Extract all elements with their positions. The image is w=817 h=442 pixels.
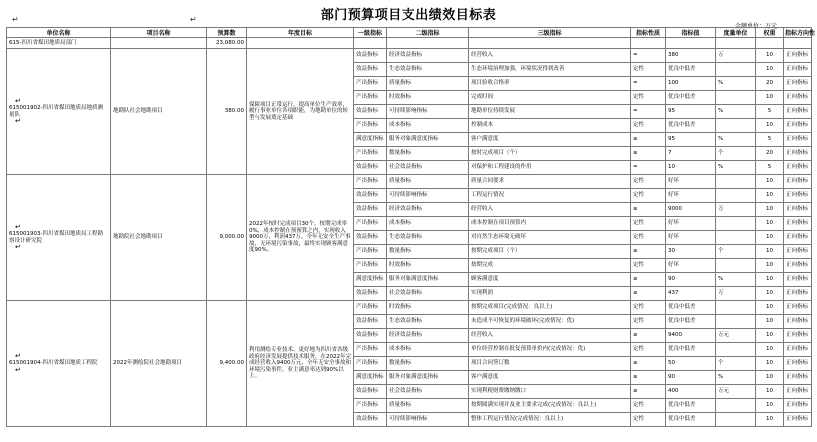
indicator-nature: =: [631, 161, 666, 175]
level3-indicator: 项目验收合格率: [469, 77, 631, 91]
measure-unit: [716, 399, 756, 413]
direction: 正向指标: [784, 413, 812, 427]
direction: 正向指标: [784, 371, 812, 385]
weight: 10: [756, 413, 784, 427]
level2-indicator: 质量指标: [387, 175, 469, 189]
indicator-nature: ≥: [631, 245, 666, 259]
project-goal: 利用测绘专业技术、更好地为四川省各级政府经济发展提供技术服务，在2022年完成经营收入9400万元，全年无安全事故和环境污染事件，业主满意率达到90%以上。: [247, 301, 354, 427]
header-cell: 一级指标: [354, 28, 387, 38]
indicator-nature: 定性: [631, 175, 666, 189]
direction: 正向指标: [784, 343, 812, 357]
direction: 正向指标: [784, 231, 812, 245]
level1-indicator: 效益指标: [354, 63, 387, 77]
summary-unit: 615-四川省煤田地质局部门: [7, 38, 111, 49]
header-cell: 二级指标: [387, 28, 469, 38]
direction: 正向指标: [784, 245, 812, 259]
indicator-value: 好坏: [666, 231, 716, 245]
direction: 正向指标: [784, 133, 812, 147]
level2-indicator: 经济效益指标: [387, 49, 469, 63]
return-mark: ↵: [15, 97, 21, 105]
measure-unit: [716, 315, 756, 329]
level3-indicator: 客户满意度: [469, 371, 631, 385]
level2-indicator: 数量指标: [387, 245, 469, 259]
indicator-nature: 定性: [631, 91, 666, 105]
indicator-nature: 定性: [631, 301, 666, 315]
measure-unit: 万元: [716, 329, 756, 343]
indicator-nature: ≥: [631, 273, 666, 287]
level3-indicator: 质量合同要求: [469, 175, 631, 189]
level2-indicator: 质量指标: [387, 77, 469, 91]
level1-indicator: 产出指标: [354, 217, 387, 231]
indicator-nature: 定性: [631, 315, 666, 329]
indicator-nature: ≥: [631, 357, 666, 371]
weight: 5: [756, 105, 784, 119]
header-cell: 年度目标: [247, 28, 354, 38]
level1-indicator: 效益指标: [354, 315, 387, 329]
budget-table: [6, 27, 816, 427]
level3-indicator: 工程运行情况: [469, 189, 631, 203]
weight: 10: [756, 189, 784, 203]
level1-indicator: 产出指标: [354, 175, 387, 189]
weight: 10: [756, 231, 784, 245]
direction: 正向指标: [784, 161, 812, 175]
weight: 10: [756, 273, 784, 287]
weight: 10: [756, 63, 784, 77]
weight: 10: [756, 287, 784, 301]
level3-indicator: 项目合同签订数: [469, 357, 631, 371]
weight: 10: [756, 49, 784, 63]
level3-indicator: 生态环境治理加强，环境状况得到改善: [469, 63, 631, 77]
indicator-value: 好坏: [666, 189, 716, 203]
indicator-nature: =: [631, 77, 666, 91]
direction: 正向指标: [784, 203, 812, 217]
indicator-value: 优良中低差: [666, 119, 716, 133]
level1-indicator: 效益指标: [354, 413, 387, 427]
level2-indicator: 生态效益指标: [387, 63, 469, 77]
project-name: 地勘院社会地勘项目: [111, 175, 207, 301]
direction: 正向指标: [784, 301, 812, 315]
measure-unit: [716, 175, 756, 189]
summary-row: [7, 38, 812, 49]
level1-indicator: 效益指标: [354, 385, 387, 399]
indicator-value: 7: [666, 147, 716, 161]
level3-indicator: 实现利润: [469, 287, 631, 301]
measure-unit: %: [716, 273, 756, 287]
level2-indicator: 社会效益指标: [387, 161, 469, 175]
level2-indicator: 可持续影响指标: [387, 189, 469, 203]
project-goal: 保障项目正常运行，提高单位生产效率，履行事业单位各项职能，为地勘单位的转型与发展奠定基础: [247, 49, 354, 175]
direction: 正向指标: [784, 77, 812, 91]
level3-indicator: 按期完成项目（个）: [469, 245, 631, 259]
header-cell: 三级指标: [469, 28, 631, 38]
summary-amount: 23,080.00: [207, 38, 247, 49]
direction: 正向指标: [784, 273, 812, 287]
direction: 正向指标: [784, 399, 812, 413]
indicator-value: 90: [666, 371, 716, 385]
indicator-nature: ≥: [631, 147, 666, 161]
level2-indicator: 数量指标: [387, 147, 469, 161]
unit-label: 金额单位：万元: [734, 23, 777, 30]
weight: 10: [756, 91, 784, 105]
indicator-value: 10: [666, 161, 716, 175]
measure-unit: %: [716, 77, 756, 91]
indicator-nature: ≥: [631, 329, 666, 343]
level1-indicator: 产出指标: [354, 259, 387, 273]
level1-indicator: 产出指标: [354, 77, 387, 91]
page-title: 部门预算项目支出绩效目标表: [320, 8, 497, 23]
direction: 正向指标: [784, 91, 812, 105]
measure-unit: [716, 259, 756, 273]
weight: 10: [756, 343, 784, 357]
weight: 10: [756, 385, 784, 399]
project-unit: ↵ 615001903-四川省煤田地质局工程勘察设计研究院 ↵: [7, 175, 111, 301]
level1-indicator: 效益指标: [354, 49, 387, 63]
measure-unit: 万: [716, 49, 756, 63]
project-unit: ↵ 615001904-四川省煤田地质工程院 ↵: [7, 301, 111, 427]
header-cell: 权重: [756, 28, 784, 38]
direction: 正向指标: [784, 175, 812, 189]
level2-indicator: 可持续影响指标: [387, 105, 469, 119]
indicator-value: 30: [666, 245, 716, 259]
direction: 正向指标: [784, 329, 812, 343]
project-name: 地勘队社会地勘项目: [111, 49, 207, 175]
direction: 正向指标: [784, 189, 812, 203]
level1-indicator: 产出指标: [354, 343, 387, 357]
indicator-value: 90: [666, 273, 716, 287]
indicator-value: 优良中低差: [666, 301, 716, 315]
header-cell: 指标方向性: [784, 28, 812, 38]
project-amount: 9,400.00: [207, 301, 247, 427]
indicator-nature: ≥: [631, 385, 666, 399]
level2-indicator: 成本指标: [387, 217, 469, 231]
level3-indicator: 经营收入: [469, 49, 631, 63]
measure-unit: [716, 189, 756, 203]
level3-indicator: 地勘单位持续发展: [469, 105, 631, 119]
measure-unit: [716, 91, 756, 105]
indicator-value: 400: [666, 385, 716, 399]
indicator-nature: =: [631, 49, 666, 63]
return-mark: ↵: [15, 365, 21, 374]
measure-unit: [716, 301, 756, 315]
indicator-value: 437: [666, 287, 716, 301]
return-mark: ↵: [15, 243, 21, 251]
direction: 正向指标: [784, 217, 812, 231]
weight: 5: [756, 133, 784, 147]
level3-indicator: 对保护和工程建设的作用: [469, 161, 631, 175]
level3-indicator: 客户满意度: [469, 133, 631, 147]
table-row: [7, 301, 812, 315]
level3-indicator: 按期完成项目(完成情况：良以上): [469, 301, 631, 315]
direction: 正向指标: [784, 49, 812, 63]
direction: 正向指标: [784, 63, 812, 77]
return-mark: ↵: [12, 15, 19, 24]
weight: 20: [756, 147, 784, 161]
direction: 正向指标: [784, 315, 812, 329]
level3-indicator: 实现利税财费缴纳缴口: [469, 385, 631, 399]
indicator-value: 优良中低差: [666, 399, 716, 413]
indicator-value: 95: [666, 133, 716, 147]
indicator-nature: 定性: [631, 189, 666, 203]
direction: 正向指标: [784, 385, 812, 399]
indicator-nature: 定性: [631, 413, 666, 427]
weight: 10: [756, 301, 784, 315]
level1-indicator: 效益指标: [354, 161, 387, 175]
indicator-value: 优良中低差: [666, 315, 716, 329]
level2-indicator: 可持续影响指标: [387, 413, 469, 427]
direction: 正向指标: [784, 287, 812, 301]
weight: 10: [756, 357, 784, 371]
direction: 正向指标: [784, 357, 812, 371]
level2-indicator: 经济效益指标: [387, 203, 469, 217]
measure-unit: 万元: [716, 385, 756, 399]
level1-indicator: 效益指标: [354, 329, 387, 343]
level3-indicator: 对自然生态环境无破坏: [469, 231, 631, 245]
weight: 20: [756, 77, 784, 91]
direction: 正向指标: [784, 105, 812, 119]
indicator-value: 优良中低差: [666, 413, 716, 427]
header-cell: 预算数: [207, 28, 247, 38]
level2-indicator: 时效指标: [387, 91, 469, 105]
level1-indicator: 产出指标: [354, 357, 387, 371]
indicator-nature: ≥: [631, 133, 666, 147]
indicator-nature: 定性: [631, 343, 666, 357]
indicator-nature: ≥: [631, 287, 666, 301]
level2-indicator: 生态效益指标: [387, 315, 469, 329]
measure-unit: 个: [716, 147, 756, 161]
table-header-row: [7, 28, 812, 38]
level1-indicator: 满意度指标: [354, 273, 387, 287]
indicator-value: 50: [666, 357, 716, 371]
level2-indicator: 成本指标: [387, 119, 469, 133]
level2-indicator: 服务对象满意度指标: [387, 273, 469, 287]
level1-indicator: 产出指标: [354, 245, 387, 259]
header-cell: 指标性质: [631, 28, 666, 38]
weight: 10: [756, 371, 784, 385]
indicator-value: 好坏: [666, 259, 716, 273]
measure-unit: 万: [716, 287, 756, 301]
measure-unit: 万: [716, 203, 756, 217]
measure-unit: [716, 231, 756, 245]
indicator-value: 100: [666, 77, 716, 91]
weight: 10: [756, 217, 784, 231]
indicator-value: 95: [666, 105, 716, 119]
level1-indicator: 效益指标: [354, 189, 387, 203]
level2-indicator: 生态效益指标: [387, 231, 469, 245]
level3-indicator: 经营收入: [469, 329, 631, 343]
level3-indicator: 完成时间: [469, 91, 631, 105]
measure-unit: [716, 119, 756, 133]
direction: 正向指标: [784, 147, 812, 161]
table-row: [7, 175, 812, 189]
indicator-nature: =: [631, 105, 666, 119]
level2-indicator: 时效指标: [387, 259, 469, 273]
level3-indicator: 按期完成: [469, 259, 631, 273]
direction: 正向指标: [784, 119, 812, 133]
level1-indicator: 产出指标: [354, 147, 387, 161]
measure-unit: [716, 217, 756, 231]
level2-indicator: 经济效益指标: [387, 329, 469, 343]
indicator-value: 优良中低差: [666, 63, 716, 77]
level1-indicator: 效益指标: [354, 287, 387, 301]
indicator-value: 好坏: [666, 175, 716, 189]
header-cell: 单位名称: [7, 28, 111, 38]
weight: 10: [756, 259, 784, 273]
weight: 5: [756, 161, 784, 175]
table-row: [7, 49, 812, 63]
level1-indicator: 效益指标: [354, 105, 387, 119]
weight: 10: [756, 329, 784, 343]
level3-indicator: 经营收入: [469, 203, 631, 217]
level3-indicator: 顾客满意度: [469, 273, 631, 287]
indicator-value: 9000: [666, 203, 716, 217]
level1-indicator: 产出指标: [354, 91, 387, 105]
project-unit: ↵ 615001902-四川省煤田地质局地质测量队 ↵: [7, 49, 111, 175]
return-mark: ↵: [190, 15, 197, 24]
measure-unit: %: [716, 371, 756, 385]
indicator-nature: 定性: [631, 399, 666, 413]
return-mark: ↵: [15, 223, 21, 231]
level1-indicator: 产出指标: [354, 301, 387, 315]
indicator-nature: 定性: [631, 119, 666, 133]
level3-indicator: 成本控制在项目预算内: [469, 217, 631, 231]
return-mark: ↵: [15, 352, 21, 361]
level3-indicator: 整体工程运行情况(完成情况：良以上): [469, 413, 631, 427]
level2-indicator: 数量指标: [387, 357, 469, 371]
indicator-value: 优良中低差: [666, 91, 716, 105]
level2-indicator: 服务对象满意度指标: [387, 133, 469, 147]
indicator-value: 380: [666, 49, 716, 63]
project-amount: 9,000.00: [207, 175, 247, 301]
level3-indicator: 控制成本: [469, 119, 631, 133]
indicator-nature: 定性: [631, 259, 666, 273]
level1-indicator: 满意度指标: [354, 133, 387, 147]
level3-indicator: 按期圆满实现并及业主要求完成(完成情况：良以上): [469, 399, 631, 413]
level1-indicator: 满意度指标: [354, 371, 387, 385]
indicator-nature: 定性: [631, 231, 666, 245]
level3-indicator: 未造成不可恢复的环境破坏(完成情况：优): [469, 315, 631, 329]
measure-unit: [716, 63, 756, 77]
indicator-value: 好坏: [666, 217, 716, 231]
weight: 10: [756, 175, 784, 189]
header-cell: 指标值: [666, 28, 716, 38]
weight: 10: [756, 315, 784, 329]
indicator-value: 9400: [666, 329, 716, 343]
level1-indicator: 效益指标: [354, 203, 387, 217]
level2-indicator: 社会效益指标: [387, 385, 469, 399]
return-mark: ↵: [15, 117, 21, 125]
project-amount: 380.00: [207, 49, 247, 175]
project-goal: 2022年按时完成项目30个，按期完成率0%，成本控制在预预算之内，实现收入9000万，利润437万，全年无安全生产事故，无环境污染事故，最终实现顾客满意度90%。: [247, 175, 354, 301]
measure-unit: [716, 343, 756, 357]
level2-indicator: 时效指标: [387, 301, 469, 315]
level2-indicator: 服务对象满意度指标: [387, 371, 469, 385]
level3-indicator: 按时完成项目（个）: [469, 147, 631, 161]
level2-indicator: 社会效益指标: [387, 287, 469, 301]
measure-unit: [716, 413, 756, 427]
level2-indicator: 质量指标: [387, 399, 469, 413]
level3-indicator: 单位经营控制在批复预算单价内(完成情况：优): [469, 343, 631, 357]
indicator-nature: 定性: [631, 217, 666, 231]
weight: 10: [756, 119, 784, 133]
level1-indicator: 产出指标: [354, 399, 387, 413]
measure-unit: %: [716, 133, 756, 147]
weight: 10: [756, 203, 784, 217]
indicator-nature: ≥: [631, 203, 666, 217]
project-name: 2022年测绘院社会地勘项目: [111, 301, 207, 427]
header-cell: 度量单位: [716, 28, 756, 38]
measure-unit: %: [716, 161, 756, 175]
indicator-nature: 定性: [631, 63, 666, 77]
header-cell: 项目名称: [111, 28, 207, 38]
measure-unit: %: [716, 105, 756, 119]
indicator-value: 优良中低差: [666, 343, 716, 357]
weight: 10: [756, 399, 784, 413]
direction: 正向指标: [784, 259, 812, 273]
indicator-nature: ≥: [631, 371, 666, 385]
measure-unit: 个: [716, 245, 756, 259]
level2-indicator: 成本指标: [387, 343, 469, 357]
weight: 10: [756, 245, 784, 259]
level1-indicator: 产出指标: [354, 119, 387, 133]
measure-unit: 个: [716, 357, 756, 371]
level1-indicator: 效益指标: [354, 231, 387, 245]
